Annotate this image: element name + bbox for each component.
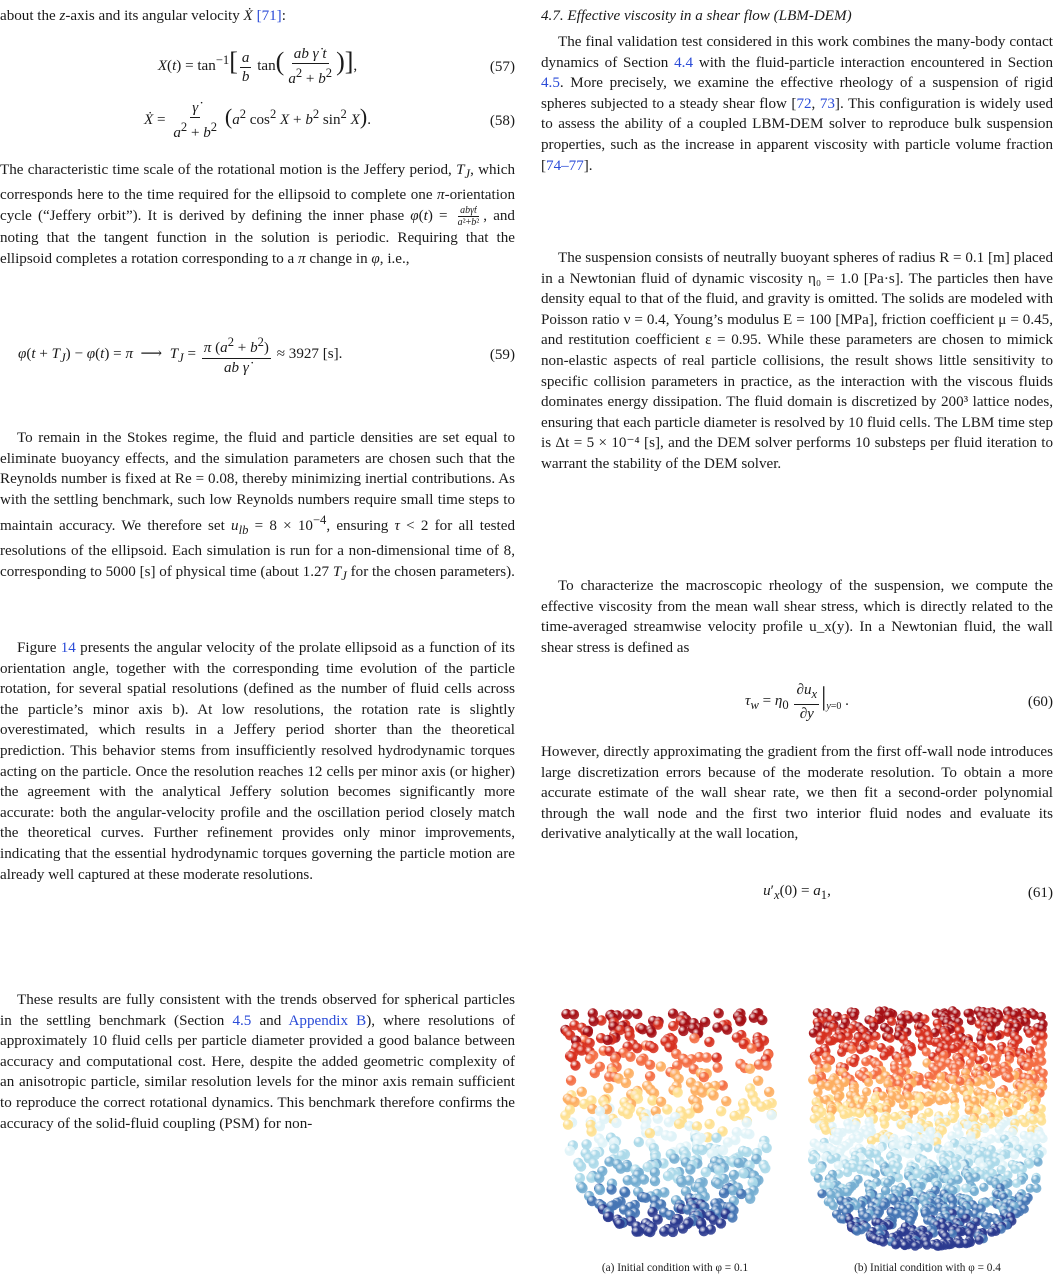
particle [744, 1129, 754, 1139]
particle [678, 1223, 688, 1233]
particle [837, 1034, 846, 1043]
particle [668, 1021, 678, 1031]
particle [1034, 1157, 1043, 1166]
particle [712, 1022, 722, 1032]
particle [808, 1155, 817, 1164]
particle [704, 1119, 714, 1129]
particle [853, 1227, 862, 1236]
particle [979, 1183, 988, 1192]
particle [727, 1212, 737, 1222]
ref-appendix-b[interactable]: Appendix B [288, 1012, 367, 1029]
particle [708, 1090, 718, 1100]
particle [563, 1120, 573, 1130]
particle [891, 1240, 900, 1249]
particle [987, 1032, 996, 1041]
particle [729, 1170, 739, 1180]
ref-73[interactable]: 73 [819, 95, 835, 112]
particle [767, 1110, 777, 1120]
particle [616, 1164, 626, 1174]
eq61-number: (61) [1027, 884, 1053, 901]
particle [813, 1088, 822, 1097]
particle [606, 1184, 616, 1194]
particle [911, 1242, 920, 1251]
particle [1004, 1108, 1013, 1117]
particle [645, 1128, 655, 1138]
particle [634, 1137, 644, 1147]
particle [702, 1052, 712, 1062]
particle [880, 1120, 889, 1129]
particle [673, 1087, 683, 1097]
particle [742, 1147, 752, 1157]
particle [656, 1061, 666, 1071]
particle [764, 1087, 774, 1097]
particle [595, 1185, 605, 1195]
equation-57: $X(t) = \tan^{-1}$[ $\frac{a}{b}$ tan( $\frac{\text{ab γ̇ t}}{a^2 + b^2}$ )], (57) [157, 46, 515, 88]
particle [745, 1194, 755, 1204]
particle [986, 1080, 995, 1089]
particle [951, 1084, 960, 1093]
particle [849, 1012, 858, 1021]
particle [614, 1219, 624, 1229]
particle [566, 1075, 576, 1085]
paragraph-figure14: Figure 14 presents the angular velocity of the prolate ellipsoid as a function of its orientation angle, together with the corresponding time evolution of the particle rotation, for several spatial resolutions (defined as the number of fluid cells across the particle’s minor axis b). At low resolutions, the rotation rate is slightly overestimated, which results in a Jeffery period shorter than the theoretical prediction. This behavior stems from insufficiently resolved hydrodynamic torques acting on the particle. Once the resolution reaches 12 cells per minor axis (or higher) the agreement with the analytical Jeffery solution becomes significantly more accurate: both the angular-velocity profile and the oscillation period closely match the theoretical curves. Further refinement provides only minor improvements, indicating that the essential hydrodynamic torques governing the particle motion are already well captured at these moderate resolutions. [0, 640, 516, 883]
particle [757, 1015, 767, 1025]
particle [821, 1126, 830, 1135]
particle [834, 1161, 843, 1170]
particle [581, 1139, 591, 1149]
paragraph-rheology: To characterize the macroscopic rheology of the suspension, we compute the effective viscosity from the mean wall shear stress, which is directly related to the time-averaged streamwise velocity profile u_x(y). In a Newtonian fluid, the wall shear stress is defined as [541, 578, 1053, 656]
particle [808, 1075, 817, 1084]
particle [621, 1078, 631, 1088]
particle [736, 1189, 746, 1199]
particle [843, 1188, 852, 1197]
particle [603, 1212, 613, 1222]
particle [929, 1207, 938, 1216]
particle [1010, 1150, 1019, 1159]
particle [645, 1071, 655, 1081]
particle [693, 1103, 703, 1113]
particle [663, 1171, 673, 1181]
particle [936, 1096, 945, 1105]
particle [631, 1227, 641, 1237]
particle [650, 1176, 660, 1186]
particle [648, 1043, 658, 1053]
particle [664, 1117, 674, 1127]
particle [697, 1145, 707, 1155]
particle [887, 1017, 896, 1026]
particle [870, 1094, 879, 1103]
particle [668, 1227, 678, 1237]
particle [697, 1087, 707, 1097]
caption-b: (b) Initial condition with φ = 0.4 [854, 1262, 1001, 1274]
particle [847, 1045, 856, 1054]
particle [585, 1054, 595, 1064]
particle [669, 1154, 679, 1164]
particle [625, 1052, 635, 1062]
particle [855, 1109, 864, 1118]
particle [742, 1118, 752, 1128]
particle [577, 1183, 587, 1193]
particle [923, 1143, 932, 1152]
particle [689, 1033, 699, 1043]
ref-figure-14[interactable]: 14 [60, 640, 76, 656]
particle [701, 1167, 711, 1177]
particle [632, 1009, 642, 1019]
particle [622, 1009, 632, 1019]
particle [738, 1168, 748, 1178]
particle [879, 1237, 888, 1246]
particle [575, 1173, 585, 1183]
particle [761, 1060, 771, 1070]
particle [674, 1119, 684, 1129]
ref-section-4-5b[interactable]: 4.5 [541, 75, 560, 92]
particle [1032, 1184, 1041, 1193]
ref-72[interactable]: 72 [796, 95, 812, 112]
particle [1012, 1179, 1021, 1188]
section-heading: 4.7. Effective viscosity in a shear flow (LBM-DEM) [541, 8, 852, 24]
particle [941, 1082, 950, 1091]
particle [721, 1096, 731, 1106]
particle [678, 1026, 688, 1036]
particle [713, 1063, 723, 1073]
ref-section-4-4[interactable]: 4.4 [674, 54, 693, 71]
particle [716, 1106, 726, 1116]
particle [666, 1131, 676, 1141]
particle [856, 1045, 865, 1054]
particle [603, 1083, 613, 1093]
paragraph-suspension: The suspension consists of neutrally buoyant spheres of radius R = 0.1 [m] placed in a Newtonian fluid of dynamic viscosity η₀ = 1.0 [Pa·s]. The particles then have density equal to that of the fluid, and gravity is omitted. The solids are modeled with Poisson ratio ν = 0.4, Young’s modulus E = 100 [MPa], friction coefficient μ = 0.45, and restitution coefficient ε = 0.95. While these parameters are chosen to mimick non-elastic aspects of real particle collisions, the result shows little sensitivity to specific collision parameters in practice, as the interaction with the viscous fluids dominates energy dissipation. The fluid domain is discretized by 200³ lattice nodes, ensuring that each particle diameter is resolved by 10 fluid cells. The LBM time step is Δt = 5 × 10⁻⁴ [s], and the DEM solver performs 10 substeps per fluid iteration to warrant the stability of the DEM solver. [541, 250, 1053, 472]
particle [676, 1177, 686, 1187]
particle [934, 1242, 943, 1251]
particle [762, 1143, 772, 1153]
particle [975, 1236, 984, 1245]
particle [722, 1025, 732, 1035]
caption-a: (a) Initial condition with φ = 0.1 [601, 1262, 749, 1274]
eq60-number: (60) [1027, 693, 1053, 710]
particle [1021, 1118, 1030, 1127]
particle [886, 1034, 895, 1043]
particle [636, 1056, 646, 1066]
particle [576, 1161, 586, 1171]
ref-74-77[interactable]: 74–77 [546, 157, 584, 174]
particle [861, 1057, 870, 1066]
particle [890, 1112, 899, 1121]
particle [955, 1239, 964, 1248]
particle [1029, 1116, 1038, 1125]
paragraph-stokes-regime: To remain in the Stokes regime, the fluid and particle densities are set equal to eliminate buoyancy effects, and the simulation parameters are chosen such that the Reynolds number is fixed at Re = 0.08, thereby minimizing inertial contributions. As with the settling benchmark, such low Reynolds numbers require small time steps to maintain accuracy. We therefore set $u_{lb} = 8 \times 10^{-4}$, ensuring τ < 2 for all tested resolutions of the ellipsoid. Each simulation is run for a non-dimensional time of 8, corresponding to 5000 [s] of physical time (about 1.27 $T_J$ for the chosen parameters). [0, 430, 515, 583]
equation-61: $u'_x(0) = a_1$, (61) [763, 882, 1053, 902]
paragraph-validation: The final validation test considered in this work combines the many-body contact dynamics of Section 4.4 with the fluid-particle interaction encountered in Section 4.5. More precisely, we examine the effective rheology of a suspension of rigid spheres subjected to a steady shear flow [72, 73]. This configuration is widely used to assess the ability of a coupled LBM-DEM solver to reproduce bulk suspension properties, such as the increase in apparent viscosity with particle volume fraction [74–77]. [541, 34, 1053, 174]
particle [912, 1014, 921, 1023]
particle [837, 1048, 846, 1057]
particle [894, 1173, 903, 1182]
particle [760, 1163, 770, 1173]
particle [864, 1078, 873, 1087]
particle [645, 1227, 655, 1237]
paragraph-consistency: These results are fully consistent with the trends observed for spherical particles in the settling benchmark (Section 4.5 and Appendix B), where resolutions of approximately 10 fluid cells per particle diameter provided a good balance between accuracy and computational cost. Here, despite the added geometric complexity of an anisotropic particle, similar resolution levels for the minor axis remain sufficient to reproduce the correct rotational dynamics. This benchmark therefore confirms the accuracy of the solid-fluid coupling (PSM) for non- [0, 992, 515, 1132]
particle [729, 1111, 739, 1121]
particle [570, 1060, 580, 1070]
particle [632, 1043, 642, 1053]
particle [641, 1193, 651, 1203]
ref-section-4-5[interactable]: 4.5 [232, 1012, 252, 1029]
intro-line: about the z-axis and its angular velocity Ẋ [71]: [0, 8, 286, 24]
particle [714, 1008, 724, 1018]
eq58-number: (58) [489, 112, 515, 129]
particle [734, 1158, 744, 1168]
eq59-number: (59) [489, 346, 515, 363]
particle [827, 1155, 836, 1164]
particle [849, 1058, 858, 1067]
equation-58: Ẋ = $\frac{\gammȧ}{a^2 + b^2}$ ($a^2$ $\cos^2 X + b^2$ $\sin^2 X$). (58) [144, 100, 515, 142]
particle [603, 1035, 613, 1045]
particle [611, 1118, 621, 1128]
particle [899, 1100, 908, 1109]
particle [646, 1028, 656, 1038]
particle [829, 1201, 838, 1210]
ref-71[interactable]: [71] [256, 8, 282, 24]
particle [880, 1051, 889, 1060]
particle [594, 1173, 604, 1183]
particle [631, 1177, 641, 1187]
paragraph-jeffery-period: The characteristic time scale of the rotational motion is the Jeffery period, $T_J$, which corresponds here to the time required for the ellipsoid to complete one π-orientation cycle (“Jeffery orbit”). It is derived by defining the inner phase φ(t) = $\frac{\text{abγ̇t}}{\text{a²+b²}}$ , and noting that the tangent function in the solution is periodic. Requiring that the ellipsoid completes a rotation corresponding to a π change in φ, i.e., [0, 162, 515, 267]
particle [699, 1226, 709, 1236]
particle [711, 1133, 721, 1143]
particle [565, 1146, 575, 1156]
particle [817, 1189, 826, 1198]
particle [712, 1053, 722, 1063]
particle [980, 1124, 989, 1133]
particle [745, 1064, 755, 1074]
particle [871, 1169, 880, 1178]
suspension-image-phi-0-4 [808, 1006, 1048, 1251]
particle [589, 1016, 599, 1026]
particle [589, 1158, 599, 1168]
particle [668, 1009, 678, 1019]
particle [620, 1187, 630, 1197]
particle [716, 1218, 726, 1228]
particle [1037, 1012, 1046, 1021]
suspension-image-phi-0-1 [560, 1008, 780, 1238]
particle [967, 1016, 976, 1025]
paragraph-polyfit: However, directly approximating the gradient from the first off-wall node introduces large discretization errors because of the moderate resolution. To obtain a more accurate estimate of the wall shear rate, we then fit a second-order polynomial through the wall node and the first two interior fluid nodes and evaluate its derivative analytically at the wall location, [541, 744, 1053, 843]
particle [719, 1188, 729, 1198]
particle [1037, 1116, 1046, 1125]
particle [623, 1109, 633, 1119]
particle [597, 1138, 607, 1148]
particle [854, 1134, 863, 1143]
particle [970, 1187, 979, 1196]
particle [987, 1228, 996, 1237]
particle [816, 1036, 825, 1045]
particle [865, 1150, 874, 1159]
particle [961, 1184, 970, 1193]
particle [843, 1168, 852, 1177]
particle [645, 1060, 655, 1070]
particle [746, 1043, 756, 1053]
particle [735, 1016, 745, 1026]
particle [718, 1145, 728, 1155]
equation-59: $\varphi(t + T_J) - \varphi(t) = \pi$ ⟶ $T_J$ = $\frac{\pi (a^2 + b^2)}{\text{ab γ̇}}$ ≈ 3927 [s]. (59) [18, 335, 515, 376]
particle [662, 1104, 672, 1114]
particle [569, 1009, 579, 1019]
particle [624, 1068, 634, 1078]
particle [653, 1114, 663, 1124]
particle [699, 1072, 709, 1082]
particle [840, 1110, 849, 1119]
particle [904, 1149, 913, 1158]
particle [590, 1068, 600, 1078]
particle [753, 1076, 763, 1086]
particle [1025, 1029, 1034, 1038]
particle [922, 1241, 931, 1250]
particle [685, 1164, 695, 1174]
particle [876, 1075, 885, 1084]
particle [704, 1037, 714, 1047]
particle [1005, 1074, 1014, 1083]
particle [577, 1087, 587, 1097]
particle [975, 1056, 984, 1065]
particle [1031, 1175, 1040, 1184]
particle [756, 1102, 766, 1112]
particle [900, 1241, 909, 1250]
jeffery-period-value: ≈ 3927 [s]. [276, 346, 343, 363]
equation-60: $\tau_w = \eta_0$ $\frac{\partial u_x}{\partial y}$ $|_{y=0}$ . (60) [745, 682, 1053, 722]
eq57-number: (57) [489, 58, 515, 75]
